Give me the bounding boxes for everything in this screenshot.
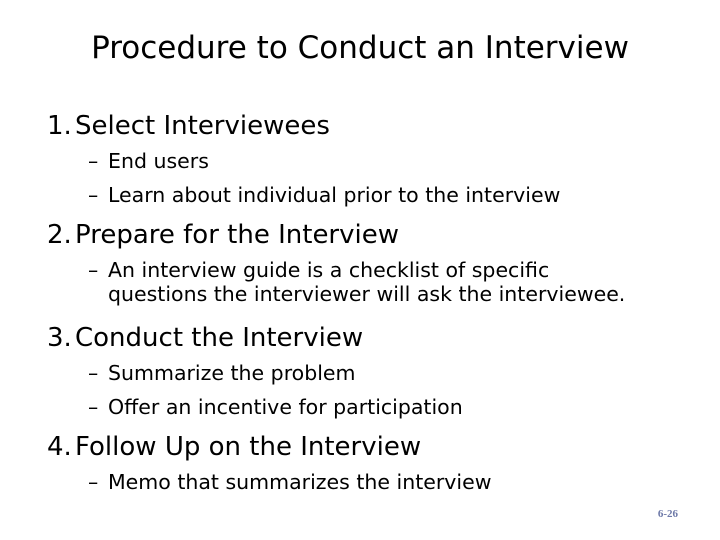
- step-heading-text: Conduct the Interview: [75, 323, 364, 353]
- step-2-bullet-1: [88, 258, 625, 306]
- bullet-text-continued: questions the interviewer will ask the interviewee.: [108, 282, 626, 306]
- bullet-text: Offer an incentive for participation: [108, 395, 463, 419]
- bullet-dash: –: [88, 258, 99, 282]
- step-heading-text: Prepare for the Interview: [75, 220, 399, 250]
- bullet-text: Memo that summarizes the interview: [108, 470, 492, 494]
- step-number: 2.: [47, 220, 72, 250]
- bullet-text: An interview guide is a checklist of specific: [108, 258, 550, 282]
- bullet-dash: –: [88, 183, 99, 207]
- step-number: 4.: [47, 432, 72, 462]
- page-number: 6-26: [657, 508, 678, 520]
- bullet-text: Learn about individual prior to the interview: [108, 183, 561, 207]
- step-3-bullet-1: [88, 361, 356, 385]
- step-1-bullet-1: [88, 149, 209, 173]
- step-number: 3.: [47, 323, 72, 353]
- step-2-heading: [47, 219, 399, 251]
- step-1-bullet-2: [88, 183, 560, 207]
- bullet-dash: –: [88, 395, 99, 419]
- step-1-heading: [47, 110, 330, 142]
- step-4-heading: [47, 431, 421, 463]
- step-number: 1.: [47, 111, 72, 141]
- step-3-bullet-2: [88, 395, 463, 419]
- bullet-text: End users: [108, 149, 209, 173]
- step-heading-text: Select Interviewees: [75, 111, 330, 141]
- bullet-text: Summarize the problem: [108, 361, 356, 385]
- bullet-dash: –: [88, 361, 99, 385]
- step-heading-text: Follow Up on the Interview: [75, 432, 422, 462]
- bullet-dash: –: [88, 470, 99, 494]
- step-3-heading: [47, 322, 363, 354]
- bullet-dash: –: [88, 149, 99, 173]
- step-4-bullet-1: [88, 470, 491, 494]
- slide-title: Procedure to Conduct an Interview: [91, 30, 629, 66]
